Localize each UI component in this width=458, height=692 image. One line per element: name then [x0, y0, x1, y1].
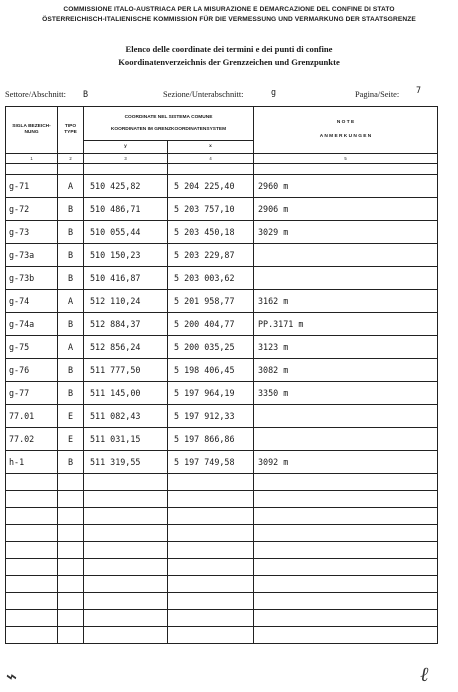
spacer-row: [6, 164, 438, 175]
type-cell: B: [58, 451, 84, 474]
empty-cell: [168, 542, 254, 559]
empty-cell: [58, 610, 84, 627]
empty-cell: [254, 525, 438, 542]
empty-cell: [168, 610, 254, 627]
coord-x-cell: 5 204 225,40: [168, 175, 254, 198]
table-row: [6, 428, 438, 451]
sigla-cell: g-71: [6, 175, 58, 198]
coord-x-cell: 5 197 866,86: [168, 428, 254, 451]
empty-cell: [168, 508, 254, 525]
empty-cell: [6, 508, 58, 525]
coord-x-cell: 5 203 003,62: [168, 267, 254, 290]
sigla-cell: g-72: [6, 198, 58, 221]
note-cell: [254, 428, 438, 451]
note-cell: [254, 244, 438, 267]
coord-y-cell: 510 055,44: [84, 221, 168, 244]
sigla-cell: 77.02: [6, 428, 58, 451]
coord-y-cell: 510 425,82: [84, 175, 168, 198]
type-cell: B: [58, 313, 84, 336]
empty-cell: [254, 559, 438, 576]
sigla-cell: g-74a: [6, 313, 58, 336]
empty-cell: [84, 491, 168, 508]
col-number-3: 3: [84, 154, 168, 164]
empty-cell: [6, 491, 58, 508]
empty-cell: [84, 593, 168, 610]
sigla-cell: h-1: [6, 451, 58, 474]
empty-cell: [58, 474, 84, 491]
type-cell: B: [58, 382, 84, 405]
empty-cell: [168, 559, 254, 576]
coord-x-cell: 5 203 450,18: [168, 221, 254, 244]
empty-cell: [254, 610, 438, 627]
note-cell: 2960 m: [254, 175, 438, 198]
empty-cell: [254, 491, 438, 508]
document-title-de: Koordinatenverzeichnis der Grenzzeichen und Grenzpunkte: [118, 57, 340, 67]
empty-row: [6, 559, 438, 576]
col-number-2: 2: [58, 154, 84, 164]
sigla-cell: g-77: [6, 382, 58, 405]
note-cell: PP.3171 m: [254, 313, 438, 336]
coord-y-cell: 511 082,43: [84, 405, 168, 428]
empty-cell: [84, 525, 168, 542]
empty-cell: [254, 627, 438, 644]
empty-row: [6, 593, 438, 610]
empty-cell: [84, 474, 168, 491]
subsection-value: g: [271, 87, 277, 97]
table-row: [6, 451, 438, 474]
empty-cell: [58, 559, 84, 576]
type-cell: B: [58, 244, 84, 267]
note-cell: [254, 405, 438, 428]
empty-cell: [6, 559, 58, 576]
type-cell: B: [58, 221, 84, 244]
sigla-cell: g-73: [6, 221, 58, 244]
col-header-x: x: [168, 141, 254, 154]
empty-cell: [254, 576, 438, 593]
empty-cell: [168, 474, 254, 491]
coord-x-cell: 5 197 964,19: [168, 382, 254, 405]
empty-row: [6, 525, 438, 542]
type-cell: E: [58, 405, 84, 428]
empty-cell: [168, 627, 254, 644]
coord-y-cell: 512 110,24: [84, 290, 168, 313]
table-row: [6, 313, 438, 336]
coordinates-table: [5, 106, 438, 644]
corner-signature-right: ℓ: [420, 664, 429, 686]
note-cell: 3162 m: [254, 290, 438, 313]
sigla-cell: g-75: [6, 336, 58, 359]
sector-value: B: [83, 89, 89, 99]
empty-cell: [58, 491, 84, 508]
document-title-it: Elenco delle coordinate dei termini e dei punti di confine: [125, 44, 333, 54]
subsection-label: Sezione/Unterabschnitt:: [163, 90, 244, 99]
col-number-5: 5: [254, 154, 438, 164]
sigla-cell: g-76: [6, 359, 58, 382]
empty-cell: [168, 576, 254, 593]
empty-cell: [84, 627, 168, 644]
empty-row: [6, 508, 438, 525]
type-cell: E: [58, 428, 84, 451]
coord-x-cell: 5 200 035,25: [168, 336, 254, 359]
coord-x-cell: 5 201 958,77: [168, 290, 254, 313]
empty-row: [6, 491, 438, 508]
coord-x-cell: 5 197 749,58: [168, 451, 254, 474]
type-cell: B: [58, 359, 84, 382]
commission-title-de: ÖSTERREICHISCH-ITALIENISCHE KOMMISSION FÜR DIE VERMESSUNG UND VERMARKUNG DER STAATSGRENZE: [42, 16, 416, 23]
empty-cell: [168, 593, 254, 610]
empty-row: [6, 610, 438, 627]
type-cell: B: [58, 198, 84, 221]
coord-y-cell: 510 416,87: [84, 267, 168, 290]
type-cell: B: [58, 267, 84, 290]
note-cell: [254, 267, 438, 290]
table-row: [6, 267, 438, 290]
coord-x-cell: 5 197 912,33: [168, 405, 254, 428]
sigla-cell: g-73b: [6, 267, 58, 290]
table-row: [6, 405, 438, 428]
col-header-sigla: SIGLA BEZEICH- NUNG: [6, 107, 58, 154]
col-header-y: y: [84, 141, 168, 154]
empty-cell: [58, 542, 84, 559]
col-number-1: 1: [6, 154, 58, 164]
col-header-tipo: TIPO TYPE: [58, 107, 84, 154]
coord-y-cell: 512 884,37: [84, 313, 168, 336]
sigla-cell: g-73a: [6, 244, 58, 267]
table-row: [6, 290, 438, 313]
coord-x-cell: 5 198 406,45: [168, 359, 254, 382]
header-row-main: [6, 107, 438, 141]
empty-cell: [58, 627, 84, 644]
empty-row: [6, 627, 438, 644]
table-row: [6, 244, 438, 267]
note-cell: 2906 m: [254, 198, 438, 221]
empty-cell: [6, 576, 58, 593]
col-number-4: 4: [168, 154, 254, 164]
header-row-numbers: [6, 154, 438, 164]
coord-y-cell: 511 777,50: [84, 359, 168, 382]
corner-scribble-left: ⌁: [4, 666, 17, 688]
empty-cell: [6, 542, 58, 559]
empty-cell: [84, 559, 168, 576]
col-header-coordinates: [84, 107, 254, 141]
note-title-de: A N M E R K U N G E N: [319, 134, 372, 139]
empty-cell: [168, 491, 254, 508]
empty-cell: [6, 593, 58, 610]
empty-cell: [6, 474, 58, 491]
coord-y-cell: 511 319,55: [84, 451, 168, 474]
page-value: 7: [416, 85, 422, 95]
coord-y-cell: 510 486,71: [84, 198, 168, 221]
empty-cell: [84, 508, 168, 525]
coord-y-cell: 511 145,00: [84, 382, 168, 405]
empty-cell: [58, 508, 84, 525]
note-cell: 3029 m: [254, 221, 438, 244]
coord-y-cell: 510 150,23: [84, 244, 168, 267]
type-cell: A: [58, 175, 84, 198]
table-row: [6, 221, 438, 244]
note-title-it: N O T E: [336, 120, 355, 125]
empty-row: [6, 542, 438, 559]
type-cell: A: [58, 336, 84, 359]
empty-cell: [6, 627, 58, 644]
table-row: [6, 198, 438, 221]
empty-cell: [6, 525, 58, 542]
empty-cell: [254, 508, 438, 525]
sector-label: Settore/Abschnitt:: [5, 90, 66, 99]
empty-cell: [58, 593, 84, 610]
empty-cell: [254, 542, 438, 559]
table-row: [6, 382, 438, 405]
sigla-cell: g-74: [6, 290, 58, 313]
empty-cell: [58, 525, 84, 542]
coord-y-cell: 511 031,15: [84, 428, 168, 451]
note-cell: 3082 m: [254, 359, 438, 382]
empty-cell: [84, 610, 168, 627]
empty-row: [6, 474, 438, 491]
empty-row: [6, 576, 438, 593]
empty-cell: [58, 576, 84, 593]
table-row: [6, 359, 438, 382]
empty-cell: [6, 610, 58, 627]
commission-title-it: COMMISSIONE ITALO-AUSTRIACA PER LA MISURAZIONE E DEMARCAZIONE DEL CONFINE DI STATO: [63, 6, 395, 13]
note-cell: 3123 m: [254, 336, 438, 359]
empty-cell: [254, 474, 438, 491]
page-label: Pagina/Seite:: [355, 90, 400, 99]
coord-x-cell: 5 203 229,87: [168, 244, 254, 267]
note-cell: 3350 m: [254, 382, 438, 405]
col-header-note: [254, 107, 438, 154]
table-row: [6, 336, 438, 359]
type-cell: A: [58, 290, 84, 313]
coord-x-cell: 5 200 404,77: [168, 313, 254, 336]
empty-cell: [84, 576, 168, 593]
sigla-cell: 77.01: [6, 405, 58, 428]
empty-cell: [84, 542, 168, 559]
note-cell: 3092 m: [254, 451, 438, 474]
coord-y-cell: 512 856,24: [84, 336, 168, 359]
coord-title: COORDINATE NEL SISTEMA COMUNE: [124, 114, 213, 120]
coord-x-cell: 5 203 757,10: [168, 198, 254, 221]
coord-subtitle: KOORDINATEN IM GRENZKOORDINATENSYSTEM: [110, 126, 227, 132]
table-row: [6, 175, 438, 198]
empty-cell: [254, 593, 438, 610]
empty-cell: [168, 525, 254, 542]
